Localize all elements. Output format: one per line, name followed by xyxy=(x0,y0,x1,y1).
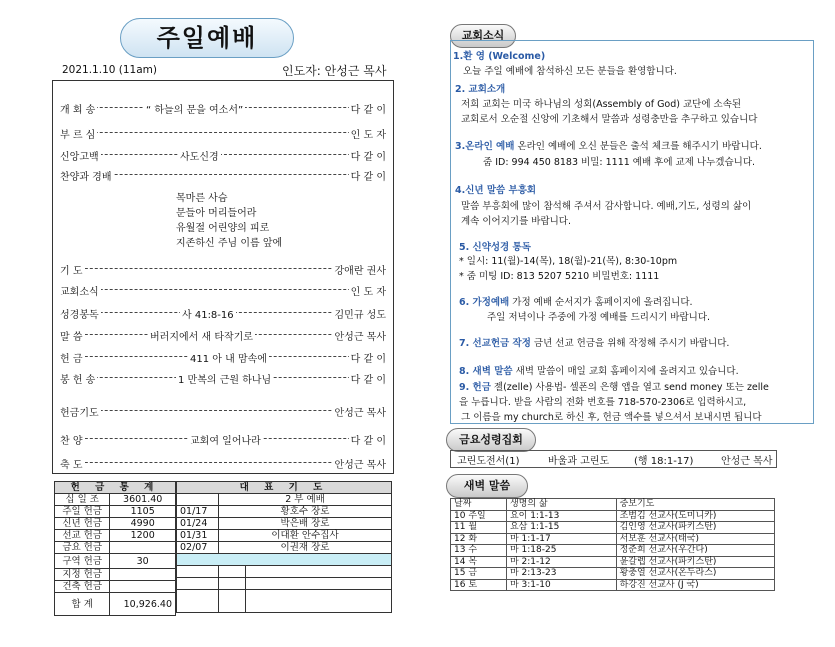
dawn-date: 11 월 xyxy=(451,522,507,534)
order-row xyxy=(60,432,386,446)
order-item: “ 하늘의 문을 여소서” xyxy=(144,101,245,115)
dawn-intercession: 서보훈 선교사(태국) xyxy=(616,533,774,545)
news-text: 줌 ID: 994 450 8183 비밀: 1111 예배 후에 교제 나누겠습니다. xyxy=(483,157,756,168)
order-item: 사도신경 xyxy=(178,148,221,162)
offering-table xyxy=(54,481,176,616)
order-row xyxy=(60,283,386,297)
friday-subject: 바울과 고린도 xyxy=(548,456,610,467)
praise-song: 목마른 사슴 xyxy=(176,193,228,204)
offering-total: 10,926.40 xyxy=(110,593,176,616)
dawn-row xyxy=(451,533,775,545)
prayer-row xyxy=(177,518,392,530)
order-presenter: 다 같 이 xyxy=(349,432,386,446)
offering-row xyxy=(55,530,176,542)
dawn-passage: 마 1:18-25 xyxy=(506,545,616,557)
friday-row xyxy=(450,450,777,468)
news-text: * 줌 미팅 ID: 813 5207 5210 비밀번호: 1111 xyxy=(459,271,660,282)
order-label: 부 르 심 xyxy=(60,126,97,140)
prayer-name: 박은배 장로 xyxy=(219,518,392,530)
order-row xyxy=(60,350,386,364)
offering-value xyxy=(110,581,176,593)
dawn-column-header: 날짜 xyxy=(451,499,507,511)
news-text: 저희 교회는 미국 하나님의 성회(Assembly of God) 교단에 소속된 xyxy=(461,99,742,110)
order-label: 찬 양 xyxy=(60,432,85,446)
order-item: 교회여 일어나라 xyxy=(188,432,263,446)
news-text: 4.신년 말씀 부흥회 xyxy=(455,185,537,196)
offering-header: 헌 금 통 계 xyxy=(55,482,176,494)
order-label: 말 씀 xyxy=(60,328,85,342)
news-text: 2. 교회소개 xyxy=(455,84,506,95)
order-row xyxy=(60,328,386,342)
dawn-passage: 마 1:1-17 xyxy=(506,533,616,545)
dawn-intercession: 김인영 선교사(파키스탄) xyxy=(616,522,774,534)
offering-value: 3601.40 xyxy=(110,494,176,506)
prayer-row xyxy=(177,494,392,506)
dawn-row xyxy=(451,579,775,591)
offering-row xyxy=(55,581,176,593)
news-text-rest: 온라인 예배에 오신 분들은 출석 체크를 해주시기 바랍니다. xyxy=(514,141,762,152)
news-line xyxy=(459,294,693,308)
order-presenter: 안성근 목사 xyxy=(333,404,386,418)
offering-value xyxy=(110,569,176,581)
order-row xyxy=(60,101,386,115)
order-presenter: 인 도 자 xyxy=(349,126,386,140)
dawn-row xyxy=(451,510,775,522)
news-line xyxy=(459,268,659,282)
offering-label: 선교 헌금 xyxy=(55,530,110,542)
news-text: 주일 저녁이나 주중에 가정 예배를 드리시기 바랍니다. xyxy=(487,312,711,323)
order-label: 교회소식 xyxy=(60,283,101,297)
order-presenter: 안성근 목사 xyxy=(333,456,386,470)
news-line xyxy=(453,48,545,62)
dawn-table xyxy=(450,498,775,591)
news-line xyxy=(461,409,762,423)
news-line xyxy=(459,394,746,408)
dawn-passage: 마 2:1-12 xyxy=(506,556,616,568)
friday-book: 고린도전서(1) xyxy=(457,456,520,467)
prayer-date: 01/24 xyxy=(177,518,219,530)
order-row xyxy=(60,168,386,182)
order-row xyxy=(60,404,386,418)
dawn-column-header: 생명의 삶 xyxy=(506,499,616,511)
order-row xyxy=(60,371,386,385)
news-text: 9. 헌금 xyxy=(459,382,491,393)
order-presenter: 다 같 이 xyxy=(349,101,386,115)
dawn-date: 14 목 xyxy=(451,556,507,568)
dawn-date: 12 화 xyxy=(451,533,507,545)
dawn-passage: 요이 1:1-13 xyxy=(506,510,616,522)
news-line xyxy=(461,111,757,125)
offering-label: 주일 헌금 xyxy=(55,506,110,518)
news-header: 교회소식 xyxy=(450,24,516,48)
news-line xyxy=(459,335,729,349)
order-presenter: 안성근 목사 xyxy=(333,328,386,342)
dawn-passage: 요삼 1:1-15 xyxy=(506,522,616,534)
dawn-date: 16 토 xyxy=(451,579,507,591)
offering-value: 30 xyxy=(110,554,176,569)
order-row xyxy=(60,148,386,162)
dawn-date: 13 수 xyxy=(451,545,507,557)
dawn-passage: 마 2:13-23 xyxy=(506,568,616,580)
order-presenter: 김민규 성도 xyxy=(333,306,386,320)
news-text: 7. 선교헌금 작정 xyxy=(459,338,531,349)
order-label: 축 도 xyxy=(60,456,85,470)
prayer-date: 01/31 xyxy=(177,530,219,542)
news-text: 그 이름을 my church로 하신 후, 헌금 액수를 넣으셔서 보내시면 됩니다 xyxy=(461,412,762,423)
dawn-row xyxy=(451,522,775,534)
offering-label: 신년 헌금 xyxy=(55,518,110,530)
offering-row xyxy=(55,542,176,554)
order-row xyxy=(60,306,386,320)
offering-row xyxy=(55,554,176,569)
news-line xyxy=(459,239,531,253)
news-line xyxy=(459,253,677,267)
news-text: 1.환 영 (Welcome) xyxy=(453,51,546,62)
news-line xyxy=(455,138,762,152)
order-presenter: 다 같 이 xyxy=(349,350,386,364)
dawn-column-header: 중보기도 xyxy=(616,499,774,511)
order-label: 기 도 xyxy=(60,262,85,276)
dawn-intercession: 윤갈렙 선교사(파키스탄) xyxy=(616,556,774,568)
dawn-row xyxy=(451,545,775,557)
friday-ref: (행 18:1-17) xyxy=(634,456,694,467)
prayer-row xyxy=(177,506,392,518)
order-item: 1 만복의 근원 하나님 xyxy=(176,371,273,385)
order-item: 사 41:8-16 xyxy=(180,306,236,320)
news-line xyxy=(455,182,536,196)
order-label: 헌금기도 xyxy=(60,404,101,418)
prayer-name: 황호수 장로 xyxy=(219,506,392,518)
offering-row xyxy=(55,518,176,530)
dawn-date: 10 주일 xyxy=(451,510,507,522)
offering-value: 1105 xyxy=(110,506,176,518)
dawn-intercession: 황충열 선교사(온두라스) xyxy=(616,568,774,580)
offering-label: 구역 헌금 xyxy=(55,554,110,569)
news-line xyxy=(461,96,741,110)
prayer-name: 이권재 장로 xyxy=(219,542,392,554)
dawn-intercession: 하강진 선교사 (J 국) xyxy=(616,579,774,591)
news-text: 교회로서 오순절 신앙에 기초해서 말씀과 성령충만을 추구하고 있습니다 xyxy=(461,114,758,125)
order-label: 헌 금 xyxy=(60,350,85,364)
offering-label: 십 일 조 xyxy=(55,494,110,506)
prayer-name: 이대환 안수집사 xyxy=(219,530,392,542)
order-label: 찬양과 경배 xyxy=(60,168,113,182)
news-text-rest: 가정 예배 순서지가 홈페이지에 올려집니다. xyxy=(509,297,693,308)
news-line xyxy=(455,81,505,95)
prayer-date: 01/17 xyxy=(177,506,219,518)
offering-value: 1200 xyxy=(110,530,176,542)
praise-song: 유월절 어린양의 피로 xyxy=(176,223,270,234)
news-line xyxy=(459,379,769,393)
news-line xyxy=(487,309,710,323)
praise-song: 지존하신 주님 이름 앞에 xyxy=(176,238,283,249)
news-text: 오늘 주일 예배에 참석하신 모든 분들을 환영합니다. xyxy=(463,66,677,77)
prayer-date xyxy=(177,494,219,506)
order-row xyxy=(60,456,386,470)
dawn-header: 새벽 말씀 xyxy=(446,474,528,498)
order-label: 성경봉독 xyxy=(60,306,101,320)
offering-value: 4990 xyxy=(110,518,176,530)
news-text-rest: 젤(zelle) 사용법- 셀폰의 은행 앱을 열고 send money 또는 zelle xyxy=(490,382,769,393)
order-label: 개 회 송 xyxy=(60,101,97,115)
news-text: * 일시: 11(월)-14(목), 18(월)-21(목), 8:30-10pm xyxy=(459,256,678,267)
dawn-passage: 마 3:1-10 xyxy=(506,579,616,591)
order-presenter: 인 도 자 xyxy=(349,283,386,297)
order-item: 411 아 내 맘속에 xyxy=(188,350,269,364)
friday-speaker: 안성근 목사 xyxy=(721,456,773,467)
page-title: 주일예배 xyxy=(120,18,294,58)
service-date: 2021.1.10 (11am) xyxy=(62,64,157,76)
friday-header: 금요성령집회 xyxy=(446,428,536,452)
offering-label: 건축 헌금 xyxy=(55,581,110,593)
news-line xyxy=(461,213,571,227)
offering-label: 금요 헌금 xyxy=(55,542,110,554)
prayer-row xyxy=(177,530,392,542)
news-text: 계속 이어지기를 바랍니다. xyxy=(461,216,572,227)
order-presenter: 다 같 이 xyxy=(349,148,386,162)
order-presenter: 다 같 이 xyxy=(349,168,386,182)
dawn-intercession: 조범김 선교사(도미니카) xyxy=(616,510,774,522)
news-text: 6. 가정예배 xyxy=(459,297,510,308)
news-box xyxy=(450,40,814,424)
news-text: 5. 신약성경 통독 xyxy=(459,242,531,253)
prayer-blank-row xyxy=(177,554,392,566)
news-text: 8. 새벽 말씀 xyxy=(459,366,513,377)
news-line xyxy=(463,63,677,77)
news-line xyxy=(459,363,739,377)
news-line xyxy=(483,154,755,168)
order-item: 버러지에서 새 타작기로 xyxy=(148,328,255,342)
order-row xyxy=(60,262,386,276)
offering-row xyxy=(55,569,176,581)
dawn-row xyxy=(451,568,775,580)
dawn-date: 15 금 xyxy=(451,568,507,580)
order-presenter: 강애란 권사 xyxy=(333,262,386,276)
offering-row xyxy=(55,506,176,518)
praise-song: 문들아 머리들어라 xyxy=(176,208,257,219)
news-text-rest: 금년 선교 헌금을 위해 작정해 주시기 바랍니다. xyxy=(530,338,730,349)
offering-total-label: 합 계 xyxy=(55,593,110,616)
prayer-table xyxy=(176,481,392,613)
prayer-date: 02/07 xyxy=(177,542,219,554)
service-leader: 인도자: 안성근 목사 xyxy=(282,64,387,78)
offering-label: 지정 헌금 xyxy=(55,569,110,581)
order-row xyxy=(60,126,386,140)
news-line xyxy=(461,198,751,212)
dawn-intercession: 정준희 선교사(우간다) xyxy=(616,545,774,557)
order-label: 신앙고백 xyxy=(60,148,101,162)
news-text-rest: 새벽 말씀이 매일 교회 홈페이지에 올려지고 있습니다. xyxy=(512,366,739,377)
dawn-row xyxy=(451,556,775,568)
news-text: 3.온라인 예배 xyxy=(455,141,515,152)
order-presenter: 다 같 이 xyxy=(349,371,386,385)
offering-row xyxy=(55,494,176,506)
offering-value xyxy=(110,542,176,554)
prayer-header: 대 표 기 도 xyxy=(177,482,392,494)
prayer-name: 2 부 예배 xyxy=(219,494,392,506)
prayer-row xyxy=(177,542,392,554)
news-text: 을 누릅니다. 받을 사람의 전화 번호를 718-570-2306로 입력하시고, xyxy=(459,397,747,408)
news-text: 말씀 부흥회에 많이 참석해 주셔서 감사합니다. 예배,기도, 성령의 삶이 xyxy=(461,201,752,212)
order-label: 봉 헌 송 xyxy=(60,371,97,385)
